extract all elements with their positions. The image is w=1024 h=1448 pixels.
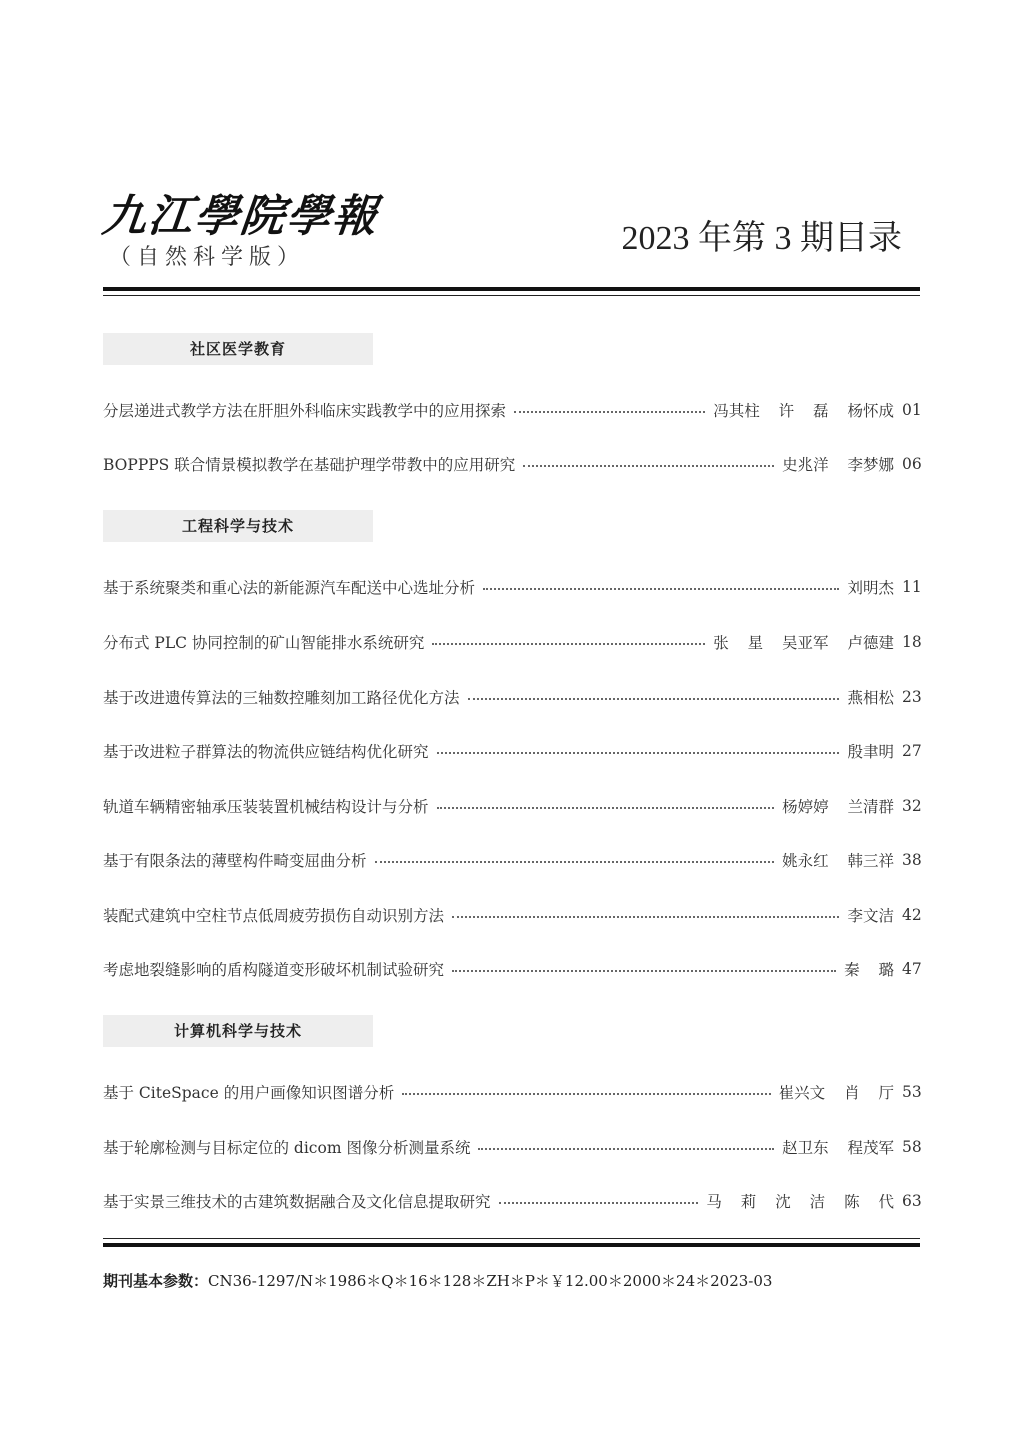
journal-name: 九江學院學報: [99, 191, 382, 242]
journal-edition: （自然科学版）: [109, 245, 306, 270]
article-page: 58: [902, 1138, 922, 1156]
toc-entry[interactable]: [103, 793, 920, 819]
article-page: 01: [902, 401, 922, 419]
article-title: 基于 CiteSpace 的用户画像知识图谱分析: [103, 1084, 395, 1102]
leader-dots: [437, 752, 840, 754]
toc-entry[interactable]: [103, 902, 920, 928]
article-title: 基于改进粒子群算法的物流供应链结构优化研究: [103, 743, 429, 761]
top-rule-thin: [103, 295, 920, 296]
leader-dots: [452, 916, 839, 918]
article-authors: 张 星 吴亚军 卢德建: [713, 634, 894, 652]
article-title: 分层递进式教学方法在肝胆外科临床实践教学中的应用探索: [103, 402, 507, 420]
article-authors: 姚永红 韩三祥: [782, 852, 894, 870]
params-label: 期刊基本参数：: [103, 1272, 209, 1290]
leader-dots: [483, 588, 839, 590]
toc-entry[interactable]: [103, 451, 920, 477]
leader-dots: [478, 1148, 774, 1150]
article-authors: 赵卫东 程茂军: [782, 1139, 894, 1157]
article-title: 轨道车辆精密轴承压装装置机械结构设计与分析: [103, 798, 429, 816]
leader-dots: [468, 698, 840, 700]
top-rule-thick: [103, 287, 920, 291]
toc-entry[interactable]: [103, 738, 920, 764]
section-label-computer-science: 计算机科学与技术: [103, 1015, 373, 1047]
article-authors: 秦 璐: [844, 961, 894, 979]
leader-dots: [514, 411, 705, 413]
article-title: 基于有限条法的薄壁构件畸变屈曲分析: [103, 852, 367, 870]
article-authors: 燕相松: [847, 689, 894, 707]
leader-dots: [523, 465, 774, 467]
article-title: 装配式建筑中空柱节点低周疲劳损伤自动识别方法: [103, 907, 445, 925]
issue-title: 2023 年第 3 期目录: [621, 220, 902, 257]
leader-dots: [437, 807, 775, 809]
article-page: 47: [902, 960, 922, 978]
article-authors: 李文洁: [847, 907, 894, 925]
article-title: 基于改进遗传算法的三轴数控雕刻加工路径优化方法: [103, 689, 460, 707]
article-authors: 殷聿明: [847, 743, 894, 761]
article-page: 27: [902, 742, 922, 760]
toc-entry[interactable]: [103, 1188, 920, 1214]
toc-entry[interactable]: [103, 956, 920, 982]
masthead: [99, 170, 920, 280]
article-title: 考虑地裂缝影响的盾构隧道变形破坏机制试验研究: [103, 961, 445, 979]
article-page: 11: [902, 578, 922, 596]
article-page: 23: [902, 688, 922, 706]
article-title: 基于实景三维技术的古建筑数据融合及文化信息提取研究: [103, 1193, 491, 1211]
leader-dots: [499, 1202, 699, 1204]
article-authors: 冯其柱 许 磊 杨怀成: [713, 402, 894, 420]
leader-dots: [402, 1093, 770, 1095]
bottom-rule-thin: [103, 1238, 920, 1239]
toc-entry[interactable]: [103, 397, 920, 423]
article-authors: 杨婷婷 兰清群: [782, 798, 894, 816]
article-page: 53: [902, 1083, 922, 1101]
toc-entry[interactable]: [103, 574, 920, 600]
params-value: CN36-1297/N＊1986＊Q＊16＊128＊ZH＊P＊￥12.00＊2000＊24＊2023-03: [208, 1272, 773, 1290]
article-page: 18: [902, 633, 922, 651]
article-authors: 马 莉 沈 洁 陈 代: [706, 1193, 894, 1211]
article-page: 32: [902, 797, 922, 815]
journal-parameters: [103, 1270, 772, 1291]
toc-entry[interactable]: [103, 684, 920, 710]
article-title: 基于轮廓检测与目标定位的 dicom 图像分析测量系统: [103, 1139, 471, 1157]
leader-dots: [375, 861, 775, 863]
article-authors: 史兆洋 李梦娜: [782, 456, 894, 474]
section-label-engineering: 工程科学与技术: [103, 510, 373, 542]
article-page: 63: [902, 1192, 922, 1210]
toc-entry[interactable]: [103, 629, 920, 655]
section-label-community-medical-education: 社区医学教育: [103, 333, 373, 365]
toc-entry[interactable]: [103, 1134, 920, 1160]
article-title: BOPPPS 联合情景模拟教学在基础护理学带教中的应用研究: [103, 456, 516, 474]
article-title: 基于系统聚类和重心法的新能源汽车配送中心选址分析: [103, 579, 476, 597]
leader-dots: [432, 643, 705, 645]
article-page: 38: [902, 851, 922, 869]
article-page: 06: [902, 455, 922, 473]
leader-dots: [452, 970, 836, 972]
article-authors: 崔兴文 肖 厅: [778, 1084, 894, 1102]
article-page: 42: [902, 906, 922, 924]
bottom-rule-thick: [103, 1243, 920, 1247]
toc-entry[interactable]: [103, 1079, 920, 1105]
article-authors: 刘明杰: [847, 579, 894, 597]
toc-entry[interactable]: [103, 847, 920, 873]
article-title: 分布式 PLC 协同控制的矿山智能排水系统研究: [103, 634, 425, 652]
